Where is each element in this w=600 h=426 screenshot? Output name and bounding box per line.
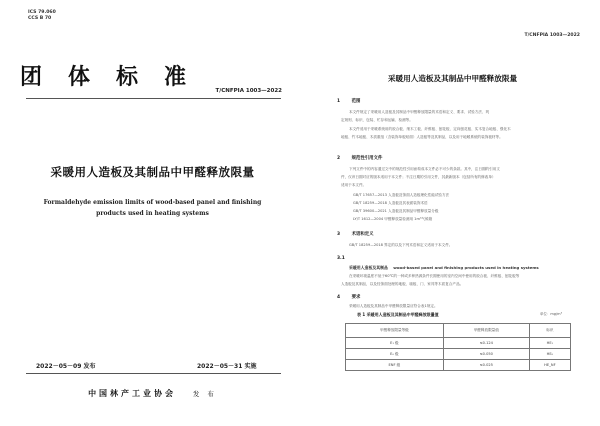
publish-word: 发 布 xyxy=(192,390,217,398)
content-title: 采暖用人造板及其制品中甲醛释放限量 xyxy=(387,74,518,83)
classification-codes xyxy=(28,10,56,22)
cover-title-en-line1: Formaldehyde emission limits of wood-based panel and finishing xyxy=(43,199,262,206)
table-cell: ≤0.050 xyxy=(443,349,529,360)
table-unit: 单位：mg/m³ xyxy=(539,312,562,316)
document-type-title: 团体标准 xyxy=(20,65,213,90)
requirement-intro: 采暖用人造板及其制品中甲醛释放限量应符合表1规定。 xyxy=(349,304,438,308)
scope-line: 定规则、标识、包装、贮存和运输、检测等。 xyxy=(341,118,413,122)
normref-line: 适用于本文件。 xyxy=(341,183,367,187)
table-row xyxy=(346,349,571,360)
table-header-cell: 甲醛释放限量等级 xyxy=(346,324,444,338)
table-row xyxy=(346,338,571,349)
reference-item: GB/T 39600—2021 人造板及其制品甲醛释放量分级 xyxy=(353,209,439,213)
table-cell: ≤0.124 xyxy=(443,338,529,349)
table-cell: ENF 级 xyxy=(346,360,444,371)
ccs-code: CCS B 70 xyxy=(28,16,52,21)
publisher-organization: 中国林产工业协会 xyxy=(88,389,177,398)
table-cell: HE_NF xyxy=(529,360,570,371)
scope-line: 本文件适用于采暖系统用的胶合板、细木工板、纤维板、刨花板、定向刨花板、实木复合地板、强化木 xyxy=(349,127,511,131)
term-definition-line: 人造板及其制品，以及经饰面处理的地板、墙板、门、家具等木质复合产品。 xyxy=(341,282,464,286)
cover-title-cn: 采暖用人造板及其制品中甲醛释放限量 xyxy=(50,165,255,179)
table-header-cell: 甲醛释放限量值 xyxy=(443,324,529,338)
section-heading-3: 3 术语和定义 xyxy=(337,232,374,237)
standard-code: T/CNFPIA 1003—2022 xyxy=(215,88,282,94)
content-page xyxy=(305,0,600,426)
term-en: wood-based panel and finishing products used in heating systems xyxy=(393,265,539,270)
implement-date: 2022－05－31 实施 xyxy=(197,363,257,370)
section-heading-1: 1 范围 xyxy=(337,99,361,104)
term-cn: 采暖用人造板及其制品 xyxy=(349,265,388,270)
emission-limits-table xyxy=(345,323,571,371)
section-heading-2: 2 规范性引用文件 xyxy=(337,156,383,161)
table-cell: HE₁ xyxy=(529,338,570,349)
table-caption: 表 1 采暖用人造板及其制品中甲醛释放限量值 xyxy=(357,312,439,317)
table-cell: E₀ 级 xyxy=(346,349,444,360)
normref-line: 下列文件中的内容通过文中的规范性引用而构成本文件必不可少的条款。其中，注日期的引用文 xyxy=(349,167,500,171)
term-definition-line: 在采暖环境温度不低于60℃的一种或多种热源条件长期使用的室内空间中使用的胶合板、纤维板、刨花板等 xyxy=(349,274,520,278)
term-heading xyxy=(349,265,539,271)
cover-top-rule xyxy=(26,98,281,99)
normref-line: 件，仅该日期对应的版本适用于本文件；不注日期的引用文件，其最新版本（包括所有的修改单） xyxy=(341,175,496,179)
ics-code: ICS 79.060 xyxy=(28,10,56,15)
publish-date: 2022－05－09 发布 xyxy=(36,363,96,370)
table-header-row xyxy=(346,324,571,338)
cover-title-en-line2: products used in heating systems xyxy=(96,210,209,217)
publisher-line xyxy=(0,388,305,399)
scope-line: 本文件规定了采暖用人造板及其制品中甲醛释放限量的术语和定义、要求、试验方法、判 xyxy=(349,110,490,114)
cover-bottom-rule xyxy=(26,373,281,374)
cover-title-en xyxy=(0,197,305,219)
page-header-code: T/CNFPIA 1003—2022 xyxy=(524,33,580,38)
table-cell: E₁ 级 xyxy=(346,338,444,349)
term-number: 3.1 xyxy=(337,256,345,261)
reference-item: GB/T 17657—2013 人造板及饰面人造板理化性能试验方法 xyxy=(353,193,450,197)
section-heading-4: 4 要求 xyxy=(337,295,361,300)
reference-item: GB/T 18259—2018 人造板及其表面装饰术语 xyxy=(353,201,428,205)
scope-line: 地板、竹木地板、木质重组（含装饰单板贴面）人造板等及其制品，以及用于地暖系统的装饰板材等。 xyxy=(341,135,503,139)
terms-intro: GB/T 18259—2018 界定的以及下列术语和定义适用于本文件。 xyxy=(349,243,453,247)
table-header-cell: 标识 xyxy=(529,324,570,338)
table-row xyxy=(346,360,571,371)
table-cell: HE₀ xyxy=(529,349,570,360)
table-cell: ≤0.025 xyxy=(443,360,529,371)
reference-item: LY/T 1612—2004 甲醛释放量检测用 1m³气候箱 xyxy=(353,217,433,221)
